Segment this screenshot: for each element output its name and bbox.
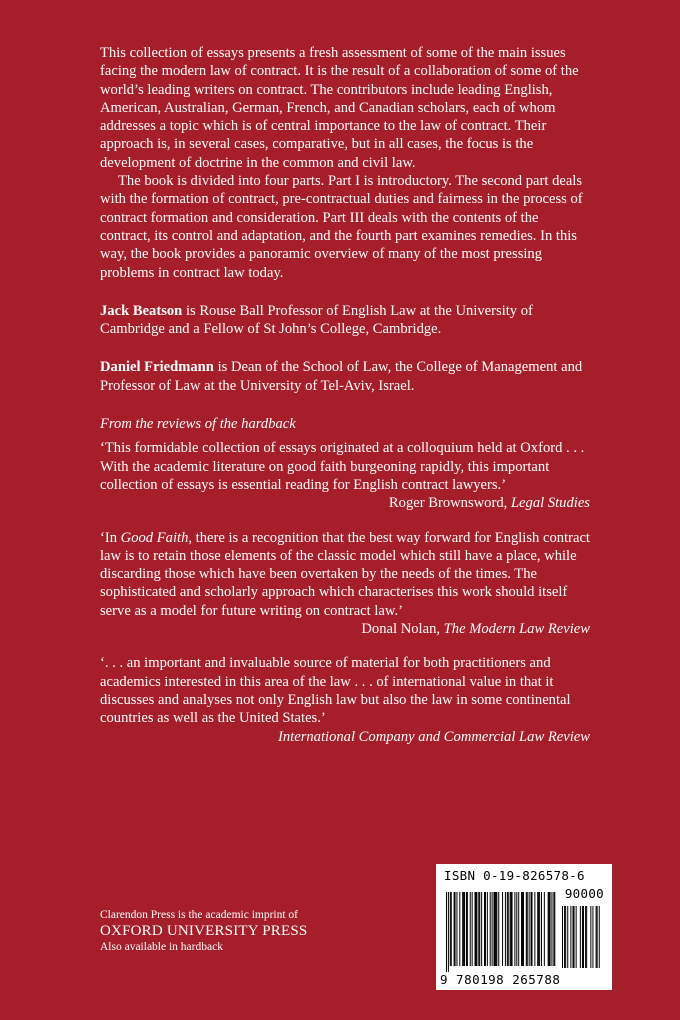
review-quote-3: ‘. . . an important and invaluable source of material for both practitioners and academics interested in this area of the law . . . of international value in that it discusses and analyses not only English law but also the law in some continental countries as well as the United States.’ <box>100 655 571 727</box>
review-quote-2-rest: , there is a recognition that the best way forward for English contract law is to retain those elements of the classic model which still have a place, while discarding those which have been overtaken by the needs of the times. The sophisticated and scholarly approach which characterises this work should itself serve as a model for future writing on contract law.’ <box>100 529 590 619</box>
author-bio-text-1: is Rouse Ball Professor of English Law at the University of Cambridge and a Fellow of St John’s College, Cambridge. <box>100 302 533 338</box>
review-quote-1: ‘This formidable collection of essays originated at a colloquium held at Oxford . . . With the academic literature on good faith burgeoning rapidly, this important collection of essays is essential reading for English contract lawyers.’ <box>100 440 585 493</box>
review-attribution-1 <box>100 494 590 512</box>
review-quote-2-title: Good Faith <box>120 529 189 546</box>
imprint-line: Clarendon Press is the academic imprint of <box>100 909 299 921</box>
isbn-number: ISBN 0-19-826578-6 <box>444 868 585 883</box>
review-source-3: International Company and Commercial Law Review <box>278 728 590 745</box>
barcode-label <box>436 864 612 990</box>
price-addon: 90000 <box>564 886 604 901</box>
hardback-note: Also available in hardback <box>100 941 223 953</box>
publisher-name: OXFORD UNIVERSITY PRESS <box>100 923 308 939</box>
author-name-1: Jack Beatson <box>100 302 183 319</box>
reviews-heading: From the reviews of the hardback <box>100 416 296 433</box>
description-paragraph-2: The book is divided into four parts. Part I is introductory. The second part deals with the formation of contract, pre-contractual duties and fairness in the process of contract formation and consideration. Part III deals with the contents of the contract, its control and adaptation, and the fourth part examines remedies. In this way, the book provides a panoramic overview of many of the most pressing problems in contract law today. <box>100 173 583 281</box>
ean-number: 9 780198 265788 <box>440 972 561 987</box>
review-quote-2-prefix: ‘In <box>100 529 121 546</box>
reviewer-2: Donal Nolan, <box>361 621 444 638</box>
description-paragraph-1: This collection of essays presents a fresh assessment of some of the main issues facing the modern law of contract. It is the result of a collaboration of some of the world’s leading writers on contract. The contributors include leading English, American, Australian, German, French, and Canadian scholars, each of whom addresses a topic which is of central importance to the law of contract. Their approach is, in several cases, comparative, but in all cases, the focus is the development of doctrine in the common and civil law. <box>100 45 579 171</box>
publisher-imprint <box>100 908 360 955</box>
cover-text <box>100 44 590 746</box>
reviewer-1: Roger Brownsword, <box>388 495 511 512</box>
review-attribution-3 <box>100 728 590 746</box>
barcode-icon <box>444 888 604 972</box>
review-quote-2 <box>100 529 590 620</box>
author-bio-1 <box>100 302 590 339</box>
review-source-2: The Modern Law Review <box>443 621 590 638</box>
review-attribution-2 <box>100 620 590 638</box>
author-name-2: Daniel Friedmann <box>100 359 214 376</box>
author-bio-text-2: is Dean of the School of Law, the College of Management and Professor of Law at the University of Tel-Aviv, Israel. <box>100 359 583 394</box>
review-source-1: Legal Studies <box>510 495 590 512</box>
author-bio-2 <box>100 358 590 395</box>
